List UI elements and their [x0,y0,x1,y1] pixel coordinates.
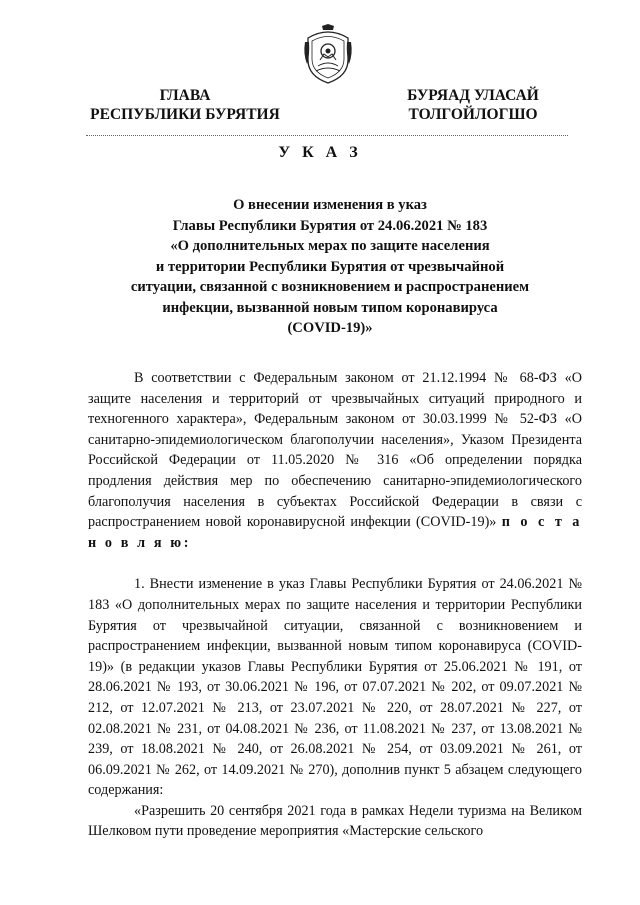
decree-label: У К А З [278,144,362,161]
paragraph-gap [88,553,582,574]
header-left-line1: ГЛАВА [159,87,211,104]
header-right-line1: БУРЯАД УЛАСАЙ [407,87,539,104]
title-line: О внесении изменения в указ [233,197,427,213]
document-title [80,195,580,339]
header-left-line2: РЕСПУБЛИКИ БУРЯТИЯ [90,106,280,123]
title-line: (COVID-19)» [287,320,373,336]
preamble-paragraph [88,368,582,553]
title-line: ситуации, связанной с возникновением и распространением [130,279,530,295]
title-line: «О дополнительных мерах по защите населения [170,238,490,254]
preamble-text: В соответствии с Федеральным законом от 21.12.1994 № 68-ФЗ «О защите населения и территорий от чрезвычайных ситуаций природного и техногенного характера», Федеральным законом от 30.03.1999 № 52-ФЗ «О санитарно-эпидемиологическом благополучии населения», Указом Президента Российской Федерации от 11.05.2020 № 316 «Об определении порядка продления действия мер по обеспечению санитарно-эпидемиологического благополучия населения в субъектах Российской Федерации в связи с распространением новой коронавирусной инфекции (COVID-19)» [88,370,582,531]
title-line: и территории Республики Бурятия от чрезвычайной [155,258,505,275]
header-right-line2: ТОЛГОЙЛОГШО [408,106,538,123]
item-1-paragraph: 1. Внести изменение в указ Главы Республики Бурятия от 24.06.2021 № 183 «О дополнительных мерах по защите населения и территории Республики Бурятия от чрезвычайной ситуации, связанной с возникновением и распространением инфекции, вызванной новым типом коронавируса (COVID-19)» (в редакции указов Главы Республики Бурятия от 25.06.2021 № 191, от 28.06.2021 № 193, от 30.06.2021 № 196, от 07.07.2021 № 202, от 09.07.2021 № 212, от 12.07.2021 № 213, от 23.07.2021 № 220, от 28.07.2021 № 227, от 02.08.2021 № 231, от 04.08.2021 № 236, от 11.08.2021 № 237, от 13.08.2021 № 239, от 18.08.2021 № 240, от 26.08.2021 № 254, от 03.09.2021 № 261, от 06.09.2021 № 262, от 14.09.2021 № 270), дополнив пункт 5 абзацем следующего содержания: [88,576,582,799]
document-body [88,368,582,842]
title-line: инфекции, вызванной новым типом коронавируса [162,299,498,316]
decree-word: п о с т а н о в л я ю: [88,514,582,551]
coat-of-arms-emblem [302,24,354,86]
title-line: Главы Республики Бурятия от 24.06.2021 № 183 [172,217,488,234]
quote-paragraph: «Разрешить 20 сентября 2021 года в рамках Недели туризма на Великом Шелковом пути проведение мероприятия «Мастерские сельского [88,802,582,840]
header-buryat-title [383,86,563,124]
header-republic-title [60,86,310,124]
header-divider [86,135,568,136]
